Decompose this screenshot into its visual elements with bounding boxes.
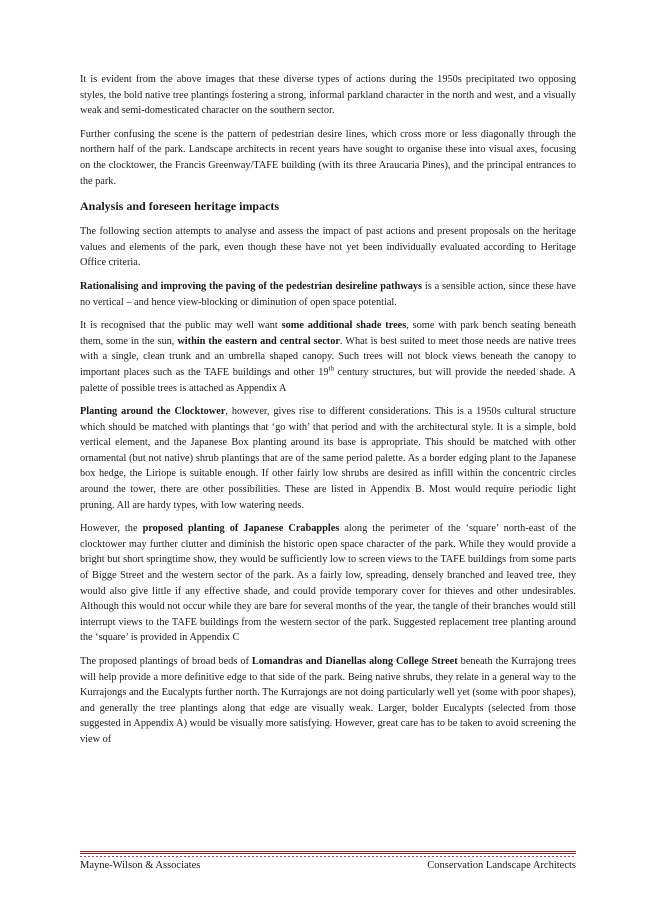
lomandras-text: beneath the Kurrajong trees will help provide a more definitive edge to that side of the park. Being native shrubs, they relate in a general way to the Kurrajongs and the Eucalypts further north. The Kurrajongs are not doing particularly well yet (some with poor shapes), and generally the tree plantings along that edge are visually weak. Larger, bolder Eucalypts (selected from those suggested in Appendix A) would be visually more satisfying. However, great care has to be taken to avoid screening the view of [80,656,576,745]
section-heading: Analysis and foreseen heritage impacts [80,199,280,214]
paragraph-lomandras [80,654,576,748]
footer-rule [80,851,576,854]
shade-superscript: th [328,364,334,373]
footer-rule-dotted [80,856,576,857]
shade-bold-2: within the eastern and central sector [177,335,340,347]
paving-bold: Rationalising and improving the paving of the pedestrian desireline pathways [80,280,423,292]
shade-text-d: century structures, but will provide the needed shade. A palette of possible trees is attached as Appendix A [80,366,576,394]
paragraph-analysis-intro: The following section attempts to analyse and assess the impact of past actions and present proposals on the heritage values and elements of the park, even though these have not yet been individually evaluated according to Heritage Office criteria. [80,226,576,269]
footer-left: Mayne-Wilson & Associates [80,860,201,871]
paragraph-shade-trees [80,318,576,396]
shade-bold-1: some additional shade trees [281,320,407,332]
shade-text-a: It is recognised that the public may well want [80,320,282,332]
clocktower-bold: Planting around the Clocktower [80,406,226,418]
crabapples-text: along the perimeter of the ‘square’ north-east of the clocktower may further clutter and diminish the historic open space character of the park. While they would provide a bright but short springtime show, they would be sufficiently low to screen views to the TAFE buildings from some parts of Bigge Street and the western sector of the park. As a fairly low, spreading, densely branched and leaved tree, they would also give little if any effective shade, and could provide temporary cover for thieves and other undesirables. Although this would not occur while they are bare for several months of the year, the tangle of their branches would still interrupt views to the TAFE buildings from the western sector of the park. Suggested replacement tree planting around the ‘square’ is provided in Appendix C [80,523,576,644]
clocktower-text: , however, gives rise to different considerations. This is a 1950s cultural structure which should be matched with plantings that ‘go with’ that period and with the architectural style. It is a simple, bold vertical element, and the Japanese Box planting around its base is appropriate. This should be matched with other ornamental (but not native) shrub plantings that are of the same period palette. As a border edging plant to the Japanese box hedge, the Liriope is suitable enough. If other fairly low shrubs are desired as infill within the concentric circles around the tower, there are other possibilities. These are listed in Appendix B. Most would require periodic light pruning. All are hardy types, with low watering needs. [80,406,576,511]
shade-text-b: , some with park bench seating beneath them, some in the sun, [80,320,576,347]
shade-text-c: . What is best suited to meet those needs are native trees with a single, clean trunk and an umbrella shaped canopy. Such trees will not block views beneath the canopy to important places such as the TAFE buildings and other 19 [80,335,576,378]
crabapples-bold: proposed planting of Japanese Crabapples [142,523,340,535]
paving-text: is a sensible action, since these have no vertical – and hence view-blocking or diminution of open space potential. [80,280,576,308]
lomandras-text-a: The proposed plantings of broad beds of [80,656,252,667]
paragraph-desire-lines: Further confusing the scene is the pattern of pedestrian desire lines, which cross more or less diagonally through the northern half of the park. Landscape architects in recent years have sought to organise these into visual axes, focusing on the clocktower, the Francis Greenway/TAFE building (with its three Araucaria Pines), and the principal entrances to the park. [80,128,576,187]
lomandras-bold: Lomandras and Dianellas along College Street [251,656,458,667]
paragraph-evident: It is evident from the above images that these diverse types of actions during the 1950s precipitated two opposing styles, the bold native tree plantings fostering a strong, informal parkland character in the north and west, and a visually weak and semi-domesticated character on the southern sector. [80,74,576,117]
page-footer [80,860,576,871]
document-body [80,72,576,756]
paragraph-clocktower [80,404,576,513]
paragraph-paving [80,279,576,310]
crabapples-text-a: However, the [80,523,143,535]
paragraph-crabapples [80,521,576,646]
footer-right: Conservation Landscape Architects [427,860,576,871]
